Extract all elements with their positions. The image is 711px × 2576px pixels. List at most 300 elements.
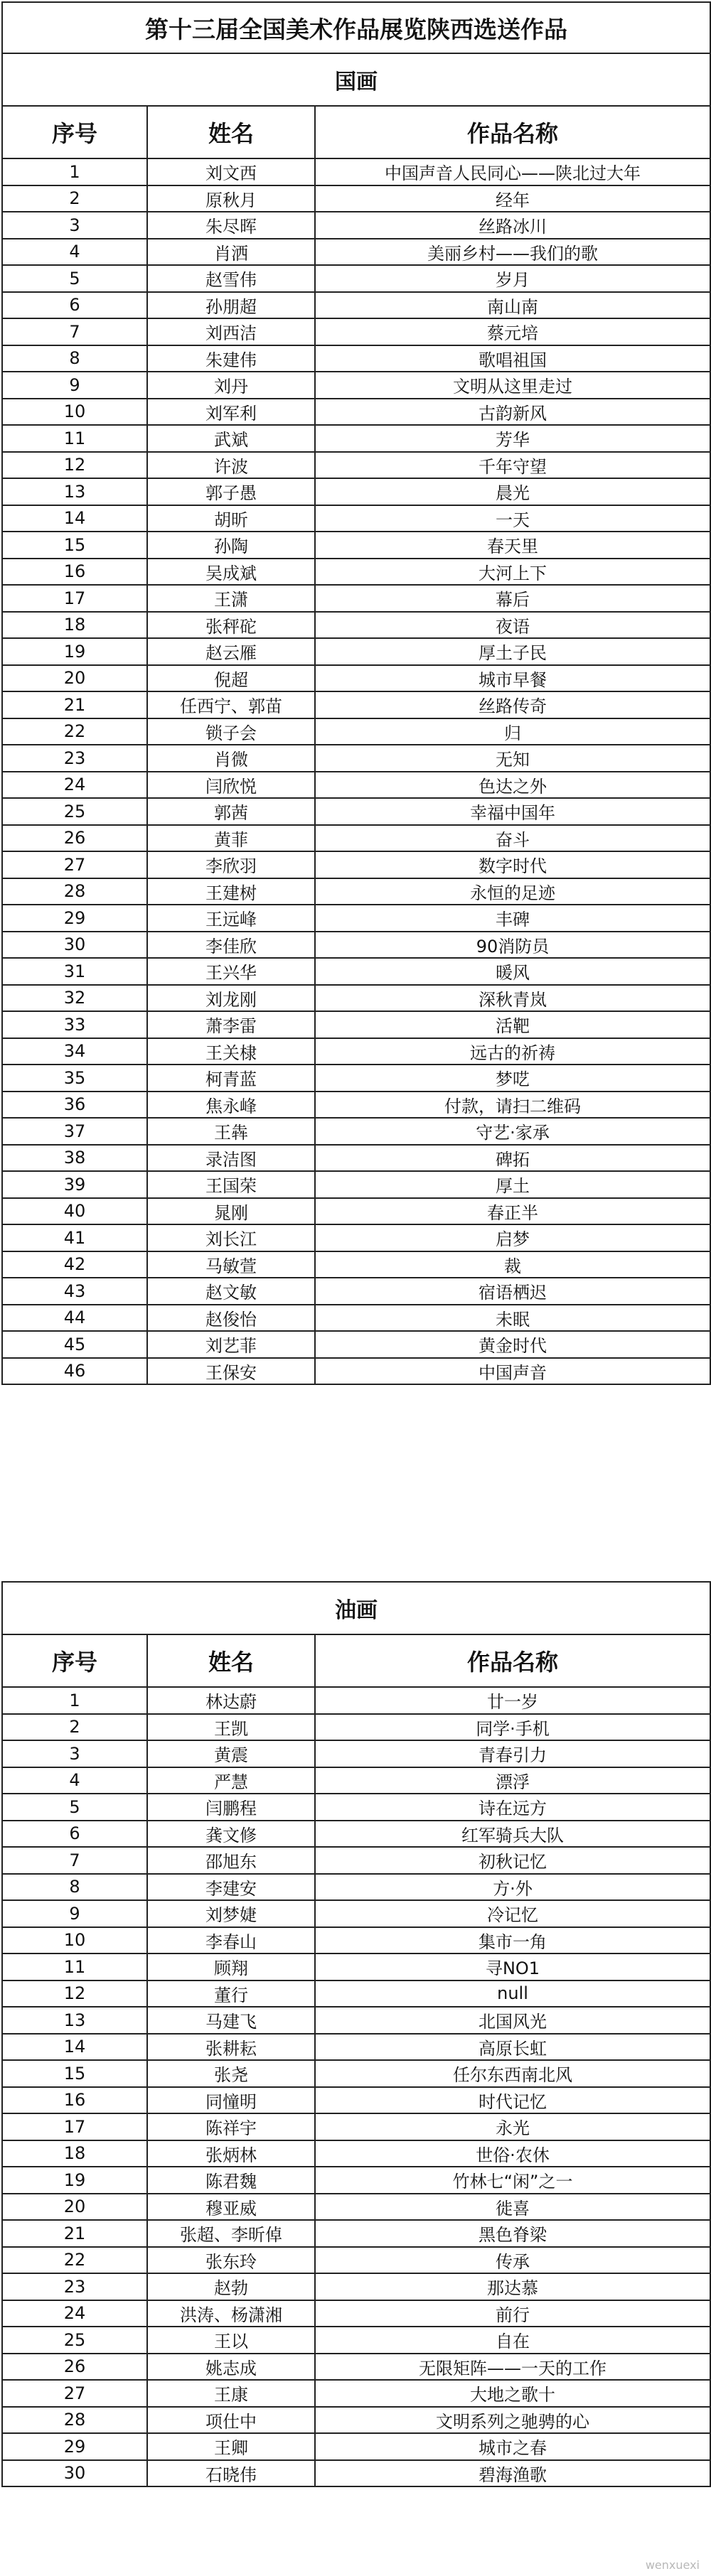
- artist-name: 朱尽晖: [147, 212, 315, 239]
- row-number: 35: [2, 1065, 147, 1092]
- row-number: 43: [2, 1278, 147, 1305]
- work-title: 歌唱祖国: [315, 345, 710, 372]
- row-number: 44: [2, 1305, 147, 1332]
- artist-name: 郭茜: [147, 798, 315, 825]
- row-number: 9: [2, 1900, 147, 1927]
- table-row: [2, 1171, 710, 1198]
- table-row: [2, 2167, 710, 2194]
- work-title: 碑拓: [315, 1145, 710, 1172]
- work-title: 付款，请扫二维码: [315, 1092, 710, 1119]
- document-title: 第十三届全国美术作品展览陕西选送作品: [2, 2, 710, 53]
- header-work-title: 作品名称: [315, 106, 710, 158]
- artist-name: 孙陶: [147, 532, 315, 559]
- table-row: [2, 158, 710, 185]
- artist-name: 朱建伟: [147, 345, 315, 372]
- table-row: [2, 1767, 710, 1794]
- table-row: [2, 425, 710, 452]
- artist-name: 李建安: [147, 1874, 315, 1901]
- row-number: 21: [2, 691, 147, 718]
- row-number: 10: [2, 399, 147, 426]
- work-title: 厚土子民: [315, 638, 710, 665]
- artist-name: 王潇: [147, 585, 315, 612]
- artist-name: 张耕耘: [147, 2034, 315, 2061]
- artist-name: 柯青蓝: [147, 1065, 315, 1092]
- work-title: 传承: [315, 2247, 710, 2274]
- artist-name: 王犇: [147, 1118, 315, 1145]
- table-row: [2, 2247, 710, 2274]
- row-number: 27: [2, 2380, 147, 2407]
- artist-name: 顾翔: [147, 1953, 315, 1980]
- table-row: [2, 1794, 710, 1821]
- row-number: 5: [2, 265, 147, 292]
- artist-name: 张炳林: [147, 2140, 315, 2167]
- work-title: 自在: [315, 2327, 710, 2354]
- row-number: 8: [2, 345, 147, 372]
- work-title: 幸福中国年: [315, 798, 710, 825]
- artist-name: 王兴华: [147, 958, 315, 985]
- table-row: [2, 532, 710, 559]
- work-title: 深秋青岚: [315, 985, 710, 1012]
- artist-name: 刘艺菲: [147, 1331, 315, 1358]
- table-row: [2, 1740, 710, 1767]
- work-title: 初秋记忆: [315, 1847, 710, 1874]
- artist-name: 任西宁、郭苗: [147, 691, 315, 718]
- artist-name: 李春山: [147, 1927, 315, 1954]
- row-number: 30: [2, 932, 147, 959]
- work-title: 文明从这里走过: [315, 372, 710, 399]
- artist-name: 王建树: [147, 878, 315, 905]
- table-row: [2, 1874, 710, 1901]
- artist-name: 郭子愚: [147, 478, 315, 505]
- work-title: 文明系列之驰骋的心: [315, 2407, 710, 2434]
- work-title: 宿语栖迟: [315, 1278, 710, 1305]
- row-number: 13: [2, 478, 147, 505]
- table-row: [2, 2140, 710, 2167]
- artist-name: 赵文敏: [147, 1278, 315, 1305]
- artist-name: 赵勃: [147, 2273, 315, 2300]
- artist-name: 王保安: [147, 1358, 315, 1385]
- table-row: [2, 1331, 710, 1358]
- row-number: 23: [2, 2273, 147, 2300]
- artist-name: 肖洒: [147, 239, 315, 266]
- work-title: 岁月: [315, 265, 710, 292]
- work-title: 世俗·农休: [315, 2140, 710, 2167]
- table-row: [2, 2220, 710, 2247]
- work-title: 南山南: [315, 292, 710, 319]
- table-row: [2, 2354, 710, 2381]
- row-number: 21: [2, 2220, 147, 2247]
- work-title: 丰碑: [315, 905, 710, 932]
- work-title: 活靶: [315, 1011, 710, 1038]
- table-row: [2, 718, 710, 745]
- work-title: 归: [315, 718, 710, 745]
- row-number: 11: [2, 1953, 147, 1980]
- table-row: [2, 2327, 710, 2354]
- work-title: 碧海渔歌: [315, 2460, 710, 2487]
- row-number: 32: [2, 985, 147, 1012]
- row-number: 4: [2, 1767, 147, 1794]
- row-number: 39: [2, 1171, 147, 1198]
- work-title: 高原长虹: [315, 2034, 710, 2061]
- row-number: 13: [2, 2007, 147, 2034]
- row-number: 34: [2, 1038, 147, 1065]
- work-title: 经年: [315, 185, 710, 212]
- row-number: 25: [2, 798, 147, 825]
- artist-name: 闫鹏程: [147, 1794, 315, 1821]
- table-row: [2, 1687, 710, 1714]
- work-title: 晨光: [315, 478, 710, 505]
- table-row: [2, 1092, 710, 1119]
- header-work-title: 作品名称: [315, 1634, 710, 1687]
- work-title: 徙喜: [315, 2194, 710, 2221]
- work-title: 数字时代: [315, 851, 710, 878]
- row-number: 2: [2, 1714, 147, 1741]
- work-title: 任尔东西南北风: [315, 2060, 710, 2087]
- work-title: 冷记忆: [315, 1900, 710, 1927]
- row-number: 31: [2, 958, 147, 985]
- header-row: [2, 1634, 710, 1687]
- table-row: [2, 585, 710, 612]
- row-number: 19: [2, 638, 147, 665]
- artist-name: 王以: [147, 2327, 315, 2354]
- row-number: 14: [2, 505, 147, 532]
- artist-name: 赵云雁: [147, 638, 315, 665]
- table-row: [2, 2380, 710, 2407]
- table-row: [2, 505, 710, 532]
- artist-name: 刘西洁: [147, 318, 315, 345]
- header-name: 姓名: [147, 106, 315, 158]
- work-title: 丝路冰川: [315, 212, 710, 239]
- table-row: [2, 825, 710, 852]
- artist-name: 姚志成: [147, 2354, 315, 2381]
- artist-name: 张秤砣: [147, 612, 315, 639]
- work-title: 集市一角: [315, 1927, 710, 1954]
- row-number: 4: [2, 239, 147, 266]
- artist-name: 穆亚威: [147, 2194, 315, 2221]
- work-title: 美丽乡村——我们的歌: [315, 239, 710, 266]
- table-row: [2, 612, 710, 639]
- row-number: 30: [2, 2460, 147, 2487]
- guohua-table: [1, 1, 711, 1385]
- row-number: 37: [2, 1118, 147, 1145]
- row-number: 3: [2, 212, 147, 239]
- table-row: [2, 638, 710, 665]
- row-number: 29: [2, 2433, 147, 2460]
- header-row: [2, 106, 710, 158]
- document-title-row: [2, 2, 710, 53]
- row-number: 27: [2, 851, 147, 878]
- work-title: 中国声音: [315, 1358, 710, 1385]
- work-title: 幕后: [315, 585, 710, 612]
- artist-name: 王国荣: [147, 1171, 315, 1198]
- work-title: 永恒的足迹: [315, 878, 710, 905]
- table-row: [2, 1065, 710, 1092]
- row-number: 45: [2, 1331, 147, 1358]
- artist-name: 黄菲: [147, 825, 315, 852]
- work-title: 前行: [315, 2300, 710, 2327]
- table-row: [2, 958, 710, 985]
- row-number: 22: [2, 718, 147, 745]
- table-row: [2, 2087, 710, 2114]
- work-title: 北国风光: [315, 2007, 710, 2034]
- work-title: 青春引力: [315, 1740, 710, 1767]
- section-title: 国画: [2, 53, 710, 106]
- work-title: 远古的祈祷: [315, 1038, 710, 1065]
- work-title: null: [315, 1980, 710, 2008]
- artist-name: 王远峰: [147, 905, 315, 932]
- table-row: [2, 1145, 710, 1172]
- artist-name: 孙朋超: [147, 292, 315, 319]
- table-row: [2, 2194, 710, 2221]
- work-title: 竹林七“闲”之一: [315, 2167, 710, 2194]
- work-title: 奋斗: [315, 825, 710, 852]
- row-number: 41: [2, 1224, 147, 1251]
- table-row: [2, 691, 710, 718]
- row-number: 9: [2, 372, 147, 399]
- table-row: [2, 665, 710, 692]
- artist-name: 刘文西: [147, 158, 315, 185]
- row-number: 28: [2, 878, 147, 905]
- header-number: 序号: [2, 106, 147, 158]
- table-row: [2, 932, 710, 959]
- table-row: [2, 1980, 710, 2008]
- artist-name: 邵旭东: [147, 1847, 315, 1874]
- artist-name: 晁刚: [147, 1198, 315, 1225]
- work-title: 城市早餐: [315, 665, 710, 692]
- artist-name: 王关棣: [147, 1038, 315, 1065]
- work-title: 无知: [315, 745, 710, 772]
- artist-name: 萧李雷: [147, 1011, 315, 1038]
- table-row: [2, 2273, 710, 2300]
- artist-name: 李欣羽: [147, 851, 315, 878]
- row-number: 24: [2, 772, 147, 799]
- table-row: [2, 1847, 710, 1874]
- artist-name: 张尧: [147, 2060, 315, 2087]
- work-title: 梦呓: [315, 1065, 710, 1092]
- work-title: 那达慕: [315, 2273, 710, 2300]
- section-title: 油画: [2, 1582, 710, 1634]
- artist-name: 项仕中: [147, 2407, 315, 2434]
- artist-name: 闫欣悦: [147, 772, 315, 799]
- artist-name: 刘丹: [147, 372, 315, 399]
- artist-name: 严慧: [147, 1767, 315, 1794]
- work-title: 时代记忆: [315, 2087, 710, 2114]
- row-number: 6: [2, 1821, 147, 1848]
- table-row: [2, 399, 710, 426]
- artist-name: 张超、李昕倬: [147, 2220, 315, 2247]
- work-title: 漂浮: [315, 1767, 710, 1794]
- row-number: 18: [2, 2140, 147, 2167]
- artist-name: 王卿: [147, 2433, 315, 2460]
- table-row: [2, 239, 710, 266]
- table-row: [2, 1900, 710, 1927]
- table-row: [2, 2407, 710, 2434]
- artist-name: 陈君魏: [147, 2167, 315, 2194]
- work-title: 方·外: [315, 1874, 710, 1901]
- artist-name: 武斌: [147, 425, 315, 452]
- table-row: [2, 798, 710, 825]
- row-number: 8: [2, 1874, 147, 1901]
- row-number: 25: [2, 2327, 147, 2354]
- row-number: 19: [2, 2167, 147, 2194]
- row-number: 29: [2, 905, 147, 932]
- artist-name: 龚文修: [147, 1821, 315, 1848]
- table-row: [2, 478, 710, 505]
- row-number: 12: [2, 1980, 147, 2008]
- row-number: 28: [2, 2407, 147, 2434]
- table-row: [2, 1118, 710, 1145]
- row-number: 16: [2, 2087, 147, 2114]
- work-title: 黑色脊梁: [315, 2220, 710, 2247]
- work-title: 廿一岁: [315, 1687, 710, 1714]
- row-number: 15: [2, 2060, 147, 2087]
- artist-name: 同憧明: [147, 2087, 315, 2114]
- row-number: 16: [2, 559, 147, 586]
- artist-name: 李佳欣: [147, 932, 315, 959]
- artist-name: 赵俊怡: [147, 1305, 315, 1332]
- artist-name: 原秋月: [147, 185, 315, 212]
- table-row: [2, 292, 710, 319]
- row-number: 20: [2, 665, 147, 692]
- artist-name: 陈祥宇: [147, 2113, 315, 2140]
- work-title: 90消防员: [315, 932, 710, 959]
- work-title: 芳华: [315, 425, 710, 452]
- row-number: 46: [2, 1358, 147, 1385]
- row-number: 24: [2, 2300, 147, 2327]
- work-title: 暖风: [315, 958, 710, 985]
- artist-name: 黄震: [147, 1740, 315, 1767]
- artist-name: 赵雪伟: [147, 265, 315, 292]
- row-number: 12: [2, 452, 147, 479]
- table-row: [2, 2460, 710, 2487]
- work-title: 春正半: [315, 1198, 710, 1225]
- row-number: 15: [2, 532, 147, 559]
- table-row: [2, 212, 710, 239]
- artist-name: 许波: [147, 452, 315, 479]
- artist-name: 马敏萱: [147, 1251, 315, 1278]
- row-number: 26: [2, 2354, 147, 2381]
- table-row: [2, 2300, 710, 2327]
- row-number: 26: [2, 825, 147, 852]
- artist-name: 焦永峰: [147, 1092, 315, 1119]
- table-row: [2, 1251, 710, 1278]
- artist-name: 录洁图: [147, 1145, 315, 1172]
- work-title: 黄金时代: [315, 1331, 710, 1358]
- table-row: [2, 2433, 710, 2460]
- table-row: [2, 1278, 710, 1305]
- artist-name: 董行: [147, 1980, 315, 2008]
- row-number: 14: [2, 2034, 147, 2061]
- table-row: [2, 1953, 710, 1980]
- table-row: [2, 745, 710, 772]
- row-number: 1: [2, 158, 147, 185]
- table-row: [2, 1927, 710, 1954]
- row-number: 42: [2, 1251, 147, 1278]
- table-row: [2, 1358, 710, 1385]
- table-row: [2, 2007, 710, 2034]
- artist-name: 刘军利: [147, 399, 315, 426]
- row-number: 1: [2, 1687, 147, 1714]
- table-row: [2, 2034, 710, 2061]
- row-number: 23: [2, 745, 147, 772]
- row-number: 11: [2, 425, 147, 452]
- artist-name: 石晓伟: [147, 2460, 315, 2487]
- artist-name: 胡昕: [147, 505, 315, 532]
- row-number: 33: [2, 1011, 147, 1038]
- work-title: 裁: [315, 1251, 710, 1278]
- artist-name: 刘梦婕: [147, 1900, 315, 1927]
- artist-name: 吴成斌: [147, 559, 315, 586]
- table-row: [2, 452, 710, 479]
- artist-name: 刘龙刚: [147, 985, 315, 1012]
- row-number: 7: [2, 1847, 147, 1874]
- table-row: [2, 905, 710, 932]
- work-title: 大河上下: [315, 559, 710, 586]
- table-row: [2, 1821, 710, 1848]
- table-row: [2, 1011, 710, 1038]
- artist-name: 锁子会: [147, 718, 315, 745]
- work-title: 诗在远方: [315, 1794, 710, 1821]
- artist-name: 刘长江: [147, 1224, 315, 1251]
- section-title-row: [2, 53, 710, 106]
- work-title: 同学·手机: [315, 1714, 710, 1741]
- work-title: 守艺·家承: [315, 1118, 710, 1145]
- header-name: 姓名: [147, 1634, 315, 1687]
- table-row: [2, 559, 710, 586]
- row-number: 6: [2, 292, 147, 319]
- table-row: [2, 2060, 710, 2087]
- table-row: [2, 851, 710, 878]
- artist-name: 王凯: [147, 1714, 315, 1741]
- row-number: 10: [2, 1927, 147, 1954]
- table-row: [2, 318, 710, 345]
- table-row: [2, 1038, 710, 1065]
- row-number: 17: [2, 585, 147, 612]
- table-row: [2, 185, 710, 212]
- work-title: 夜语: [315, 612, 710, 639]
- row-number: 36: [2, 1092, 147, 1119]
- row-number: 38: [2, 1145, 147, 1172]
- row-number: 2: [2, 185, 147, 212]
- table-row: [2, 1305, 710, 1332]
- header-number: 序号: [2, 1634, 147, 1687]
- watermark: wenxuexi: [645, 2558, 700, 2572]
- row-number: 22: [2, 2247, 147, 2274]
- row-number: 17: [2, 2113, 147, 2140]
- table-row: [2, 265, 710, 292]
- artist-name: 王康: [147, 2380, 315, 2407]
- row-number: 5: [2, 1794, 147, 1821]
- work-title: 丝路传奇: [315, 691, 710, 718]
- work-title: 一天: [315, 505, 710, 532]
- table-row: [2, 1714, 710, 1741]
- work-title: 红军骑兵大队: [315, 1821, 710, 1848]
- work-title: 无限矩阵——一天的工作: [315, 2354, 710, 2381]
- row-number: 3: [2, 1740, 147, 1767]
- work-title: 城市之春: [315, 2433, 710, 2460]
- work-title: 启梦: [315, 1224, 710, 1251]
- work-title: 古韵新风: [315, 399, 710, 426]
- table-row: [2, 372, 710, 399]
- work-title: 千年守望: [315, 452, 710, 479]
- youhua-table: [1, 1581, 711, 2487]
- work-title: 厚土: [315, 1171, 710, 1198]
- work-title: 寻NO1: [315, 1953, 710, 1980]
- table-row: [2, 985, 710, 1012]
- table-row: [2, 2113, 710, 2140]
- table-row: [2, 878, 710, 905]
- work-title: 大地之歌十: [315, 2380, 710, 2407]
